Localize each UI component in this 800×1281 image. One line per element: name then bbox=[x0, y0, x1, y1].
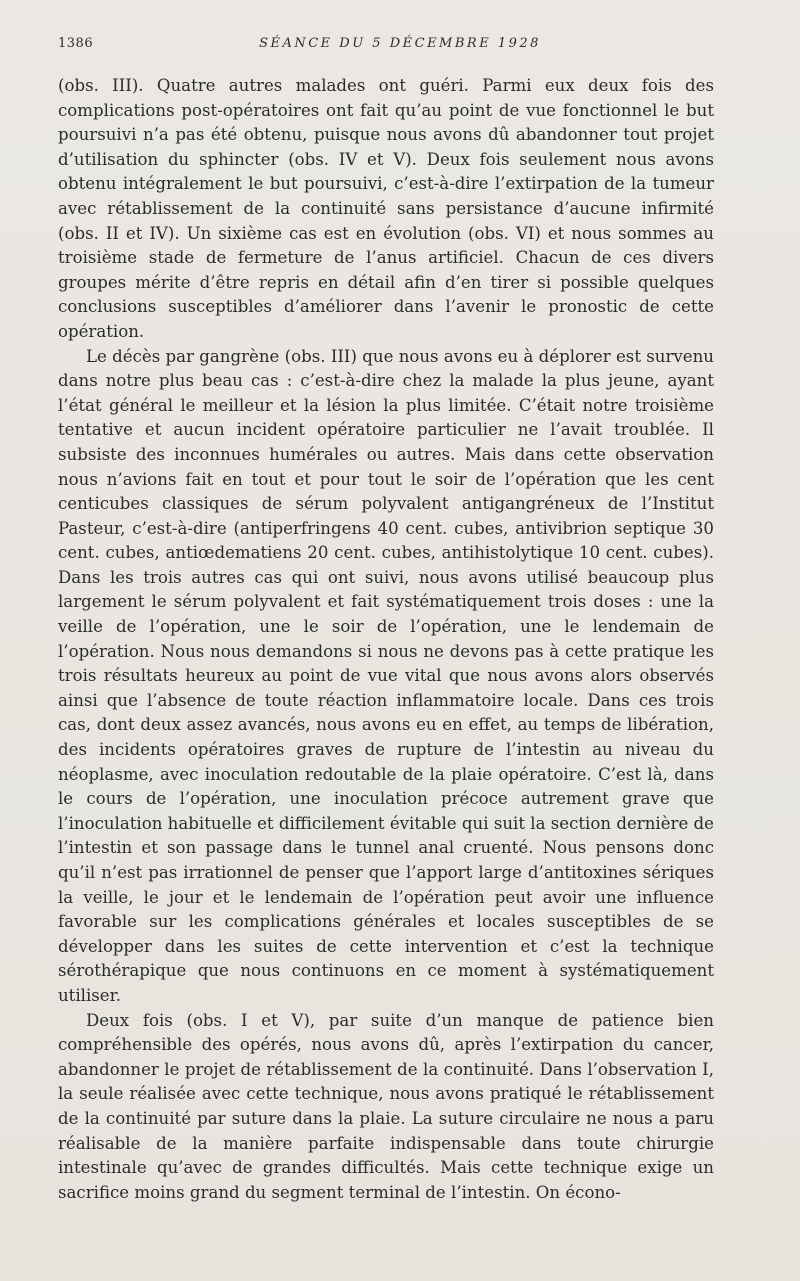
page-header bbox=[58, 36, 742, 56]
paragraph-continuation: (obs. III). Quatre autres malades ont guéri. Parmi eux deux fois des complications post-opératoires ont fait qu’au point de vue fonctionnel le but poursuivi n’a pas été obtenu, puisque nous avons dû abandonner tout projet d’utilisation du sphincter (obs. IV et V). Deux fois seulement nous avons obtenu intégralement le but poursuivi, c’est-à-dire l’extirpation de la tumeur avec rétablissement de la continuité sans persistance d’aucune infirmité (obs. II et IV). Un sixième cas est en évolution (obs. VI) et nous sommes au troisième stade de fermeture de l’anus artificiel. Chacun de ces divers groupes mérite d’être repris en détail afin d’en tirer si possible quelques conclusions susceptibles d’améliorer dans l’avenir le pronostic de cette opération. bbox=[58, 76, 714, 341]
running-title: SÉANCE DU 5 DÉCEMBRE 1928 bbox=[259, 36, 541, 51]
paragraph-gangrene-death: Le décès par gangrène (obs. III) que nous avons eu à déplorer est survenu dans notre plus beau cas : c’est-à-dire chez la malade la plus jeune, ayant l’état général le meilleur et la lésion la plus limitée. C’était notre troisième tentative et aucun incident opératoire particulier ne l’avait troublée. Il subsiste des inconnues humérales ou autres. Mais dans cette observation nous n’avions fait en tout et pour tout le soir de l’opération que les cent centicubes classiques de sérum polyvalent antigangréneux de l’Institut Pasteur, c’est-à-dire (antiperfringens 40 cent. cubes, antivibrion septique 30 cent. cubes, antiœdematiens 20 cent. cubes, antihistolytique 10 cent. cubes). Dans les trois autres cas qui ont suivi, nous avons utilisé beaucoup plus largement le sérum polyvalent et fait systématiquement trois doses : une la veille de l’opération, une le soir de l’opération, une le lendemain de l’opération. Nous nous demandons si nous ne devons pas à cette pratique les trois résultats heureux au point de vue vital que nous avons alors observés ainsi que l’absence de toute réaction inflammatoire locale. Dans ces trois cas, dont deux assez avancés, nous avons eu en effet, au temps de libération, des incidents opératoires graves de rupture de l’intestin au niveau du néoplasme, avec inoculation redoutable de la plaie opératoire. C’est là, dans le cours de l’opération, une inoculation précoce autrement grave que l’inoculation habituelle et difficilement évitable qui suit la section dernière de l’intestin et son passage dans le tunnel anal cruenté. Nous pensons donc qu’il n’est pas irrationnel de penser que l’apport large d’antitoxines sériques la veille, le jour et le lendemain de l’opération peut avoir une influence favorable sur les complications générales et locales susceptibles de se développer dans les suites de cette intervention et c’est la technique sérothérapique que nous continuons en ce moment à systématiquement utiliser. bbox=[58, 346, 714, 1005]
body-text bbox=[58, 74, 714, 1205]
paragraph-continuity-abandoned: Deux fois (obs. I et V), par suite d’un manque de patience bien compréhensible des opérés, nous avons dû, après l’extirpation du cancer, abandonner le projet de rétablissement de la continuité. Dans l’observation I, la seule réalisée avec cette technique, nous avons pratiqué le rétablissement de la continuité par suture dans la plaie. La suture circulaire ne nous a paru réalisable de la manière parfaite indispensable dans toute chirurgie intestinale qu’avec de grandes difficultés. Mais cette technique exige un sacrifice moins grand du segment terminal de l’intestin. On écono- bbox=[58, 1010, 714, 1202]
page-number: 1386 bbox=[58, 36, 94, 51]
